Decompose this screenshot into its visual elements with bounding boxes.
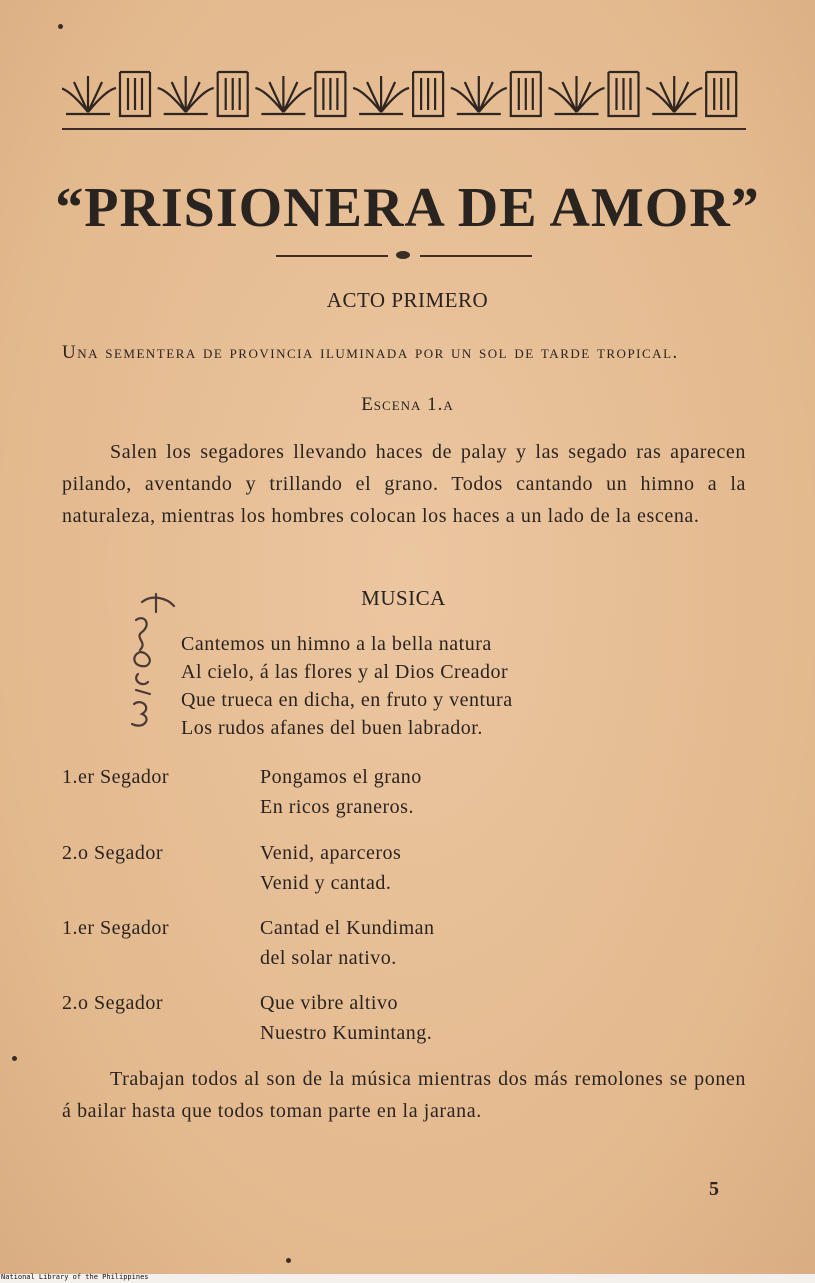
verse-line: Que trueca en dicha, en fruto y ventura <box>181 689 513 711</box>
ink-speck <box>286 1258 291 1263</box>
ink-speck <box>58 24 63 29</box>
scene-heading: Escena 1.a <box>361 394 454 415</box>
page-number: 5 <box>709 1178 719 1200</box>
dialogue-line: En ricos graneros. <box>260 796 414 818</box>
header-rule <box>62 128 746 130</box>
dialogue-line: Nuestro Kumintang. <box>260 1022 433 1044</box>
stage-direction-1: Salen los segadores llevando haces de palay y las segado ras aparecen pilando, aventando y trillando el grano. Todos cantando un himno a la naturaleza, mientras los hombres colocan los haces a un lado de la escena. <box>62 441 746 527</box>
title-divider <box>276 254 532 258</box>
footer-text: National Library of the Philippines <box>1 1273 149 1281</box>
verse-line: Los rudos afanes del buen labrador. <box>181 717 483 739</box>
handwritten-accession-number <box>112 590 182 740</box>
ink-speck <box>12 1056 17 1061</box>
speaker-name: 2.o Segador <box>62 992 164 1014</box>
dialogue-line: Cantad el Kundiman <box>260 917 435 939</box>
verse-line: Al cielo, á las flores y al Dios Creador <box>181 661 509 683</box>
act-heading: ACTO PRIMERO <box>326 288 489 312</box>
speaker-name: 1.er Segador <box>62 917 170 939</box>
setting-description: Una sementera de provincia iluminada por un sol de tarde tropical. <box>62 342 679 363</box>
music-heading: MUSICA <box>361 586 446 610</box>
page-title: “PRISIONERA DE AMOR” <box>55 177 760 239</box>
dialogue-line: Venid, aparceros <box>260 842 402 864</box>
verse-line: Cantemos un himno a la bella natura <box>181 633 492 655</box>
dialogue-line: Pongamos el grano <box>260 766 422 788</box>
speaker-name: 1.er Segador <box>62 766 170 788</box>
dialogue-line: Que vibre altivo <box>260 992 398 1014</box>
dialogue-line: del solar nativo. <box>260 947 397 969</box>
decorative-header-border <box>62 66 746 126</box>
stage-direction-2: Trabajan todos al son de la música mientras dos más remolones se ponen á bailar hasta que todos toman parte en la jarana. <box>62 1068 746 1122</box>
dialogue-line: Venid y cantad. <box>260 872 392 894</box>
library-footer <box>0 1274 815 1283</box>
speaker-name: 2.o Segador <box>62 842 164 864</box>
song-verse <box>181 630 513 742</box>
